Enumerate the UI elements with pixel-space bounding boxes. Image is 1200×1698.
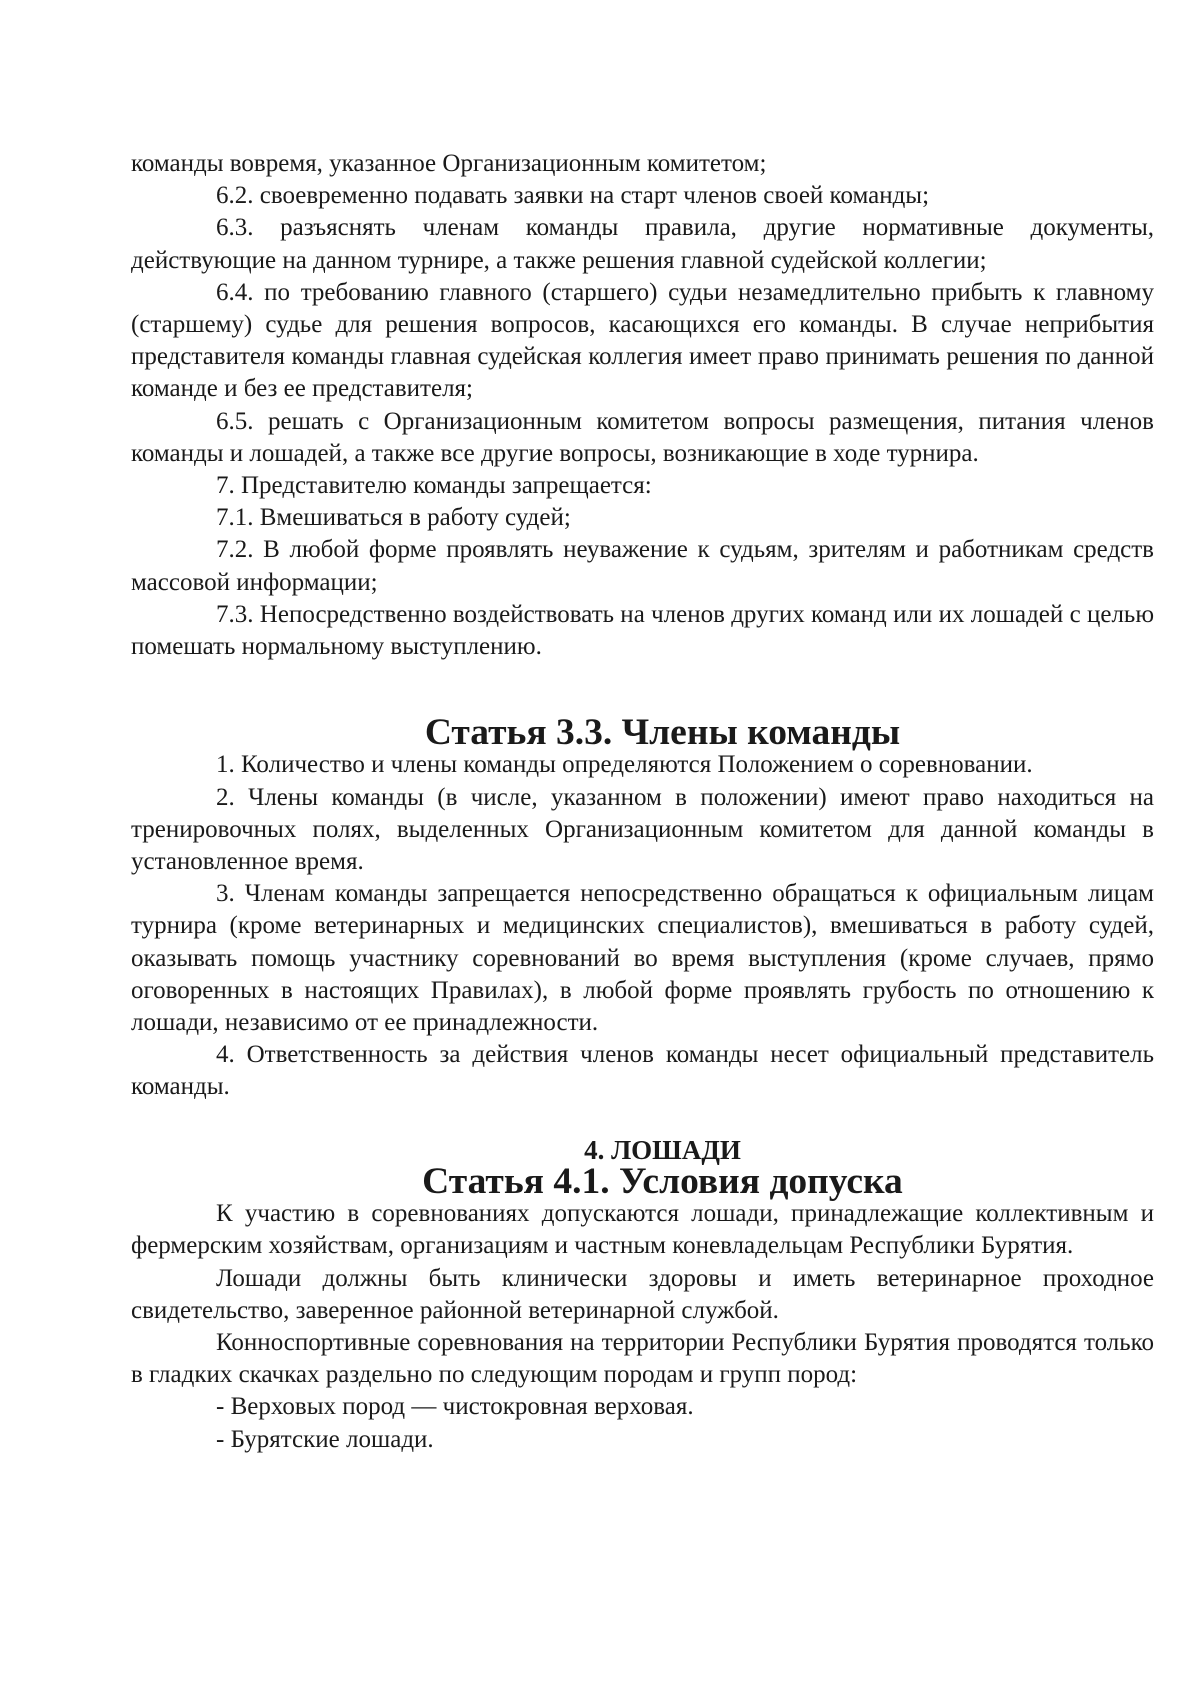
article-3-3-item-1: 1. Количество и члены команды определяются Положением о соревновании.: [216, 751, 1033, 779]
article-3-3-item-2: 2. Члены команды (в числе, указанном в положении) имеют право находиться на тренировочных полях, выделенных Организационным комитетом для данной команды в установленное время.: [131, 783, 1154, 876]
breed-list-item-1: - Верховых пород — чистокровная верховая.: [216, 1393, 694, 1421]
paragraph-6-4: 6.4. по требованию главного (старшего) судьи незамедлительно прибыть к главному (старшему) судье для решения вопросов, касающихся его команды. В случае неприбытия представителя команды главная судейская коллегия имеет право принимать решения по данной команде и без ее представителя;: [131, 278, 1154, 403]
paragraph-7-1: 7.1. Вмешиваться в работу судей;: [216, 504, 571, 532]
article-4-1-paragraph-1: К участию в соревнованиях допускаются лошади, принадлежащие коллективным и фермерским хозяйствам, организациям и частным коневладельцам Республики Бурятия.: [131, 1200, 1154, 1260]
paragraph-6-5: 6.5. решать с Организационным комитетом вопросы размещения, питания членов команды и лошадей, а также все другие вопросы, возникающие в ходе турнира.: [131, 407, 1154, 467]
article-4-1-paragraph-2: Лошади должны быть клинически здоровы и иметь ветеринарное проходное свидетельство, заверенное районной ветеринарной службой.: [131, 1264, 1154, 1324]
document-body: [131, 148, 1154, 1456]
article-3-3-item-3: 3. Членам команды запрещается непосредственно обращаться к официальным лицам турнира (кроме ветеринарных и медицинских специалистов), вмешиваться в работу судей, оказывать помощь участнику соревнований во время выступления (кроме случаев, прямо оговоренных в настоящих Правилах), в любой форме проявлять грубость по отношению к лошади, независимо от ее принадлежности.: [131, 880, 1154, 1037]
article-3-3-item-4: 4. Ответственность за действия членов команды несет официальный представитель команды.: [131, 1041, 1154, 1101]
article-4-1-heading: Статья 4.1. Условия допуска: [422, 1160, 903, 1202]
section-4-heading: 4. ЛОШАДИ: [584, 1134, 741, 1165]
paragraph-6-1-continuation: команды вовремя, указанное Организационным комитетом;: [131, 150, 767, 177]
article-3-3-heading: Статья 3.3. Члены команды: [424, 712, 901, 754]
breed-list-item-2: - Бурятские лошади.: [216, 1425, 434, 1453]
paragraph-6-2: 6.2. своевременно подавать заявки на старт членов своей команды;: [216, 182, 930, 210]
paragraph-6-3: 6.3. разъяснять членам команды правила, другие нормативные документы, действующие на данном турнире, а также решения главной судейской коллегии;: [131, 214, 1154, 274]
article-4-1-paragraph-3: Конноспортивные соревнования на территории Республики Бурятия проводятся только в гладких скачках раздельно по следующим породам и групп пород:: [131, 1328, 1154, 1389]
paragraph-7: 7. Представителю команды запрещается:: [216, 472, 652, 500]
paragraph-7-2: 7.2. В любой форме проявлять неуважение к судьям, зрителям и работникам средств массовой информации;: [131, 536, 1154, 596]
paragraph-7-3: 7.3. Непосредственно воздействовать на членов других команд или их лошадей с целью помешать нормальному выступлению.: [131, 600, 1154, 661]
